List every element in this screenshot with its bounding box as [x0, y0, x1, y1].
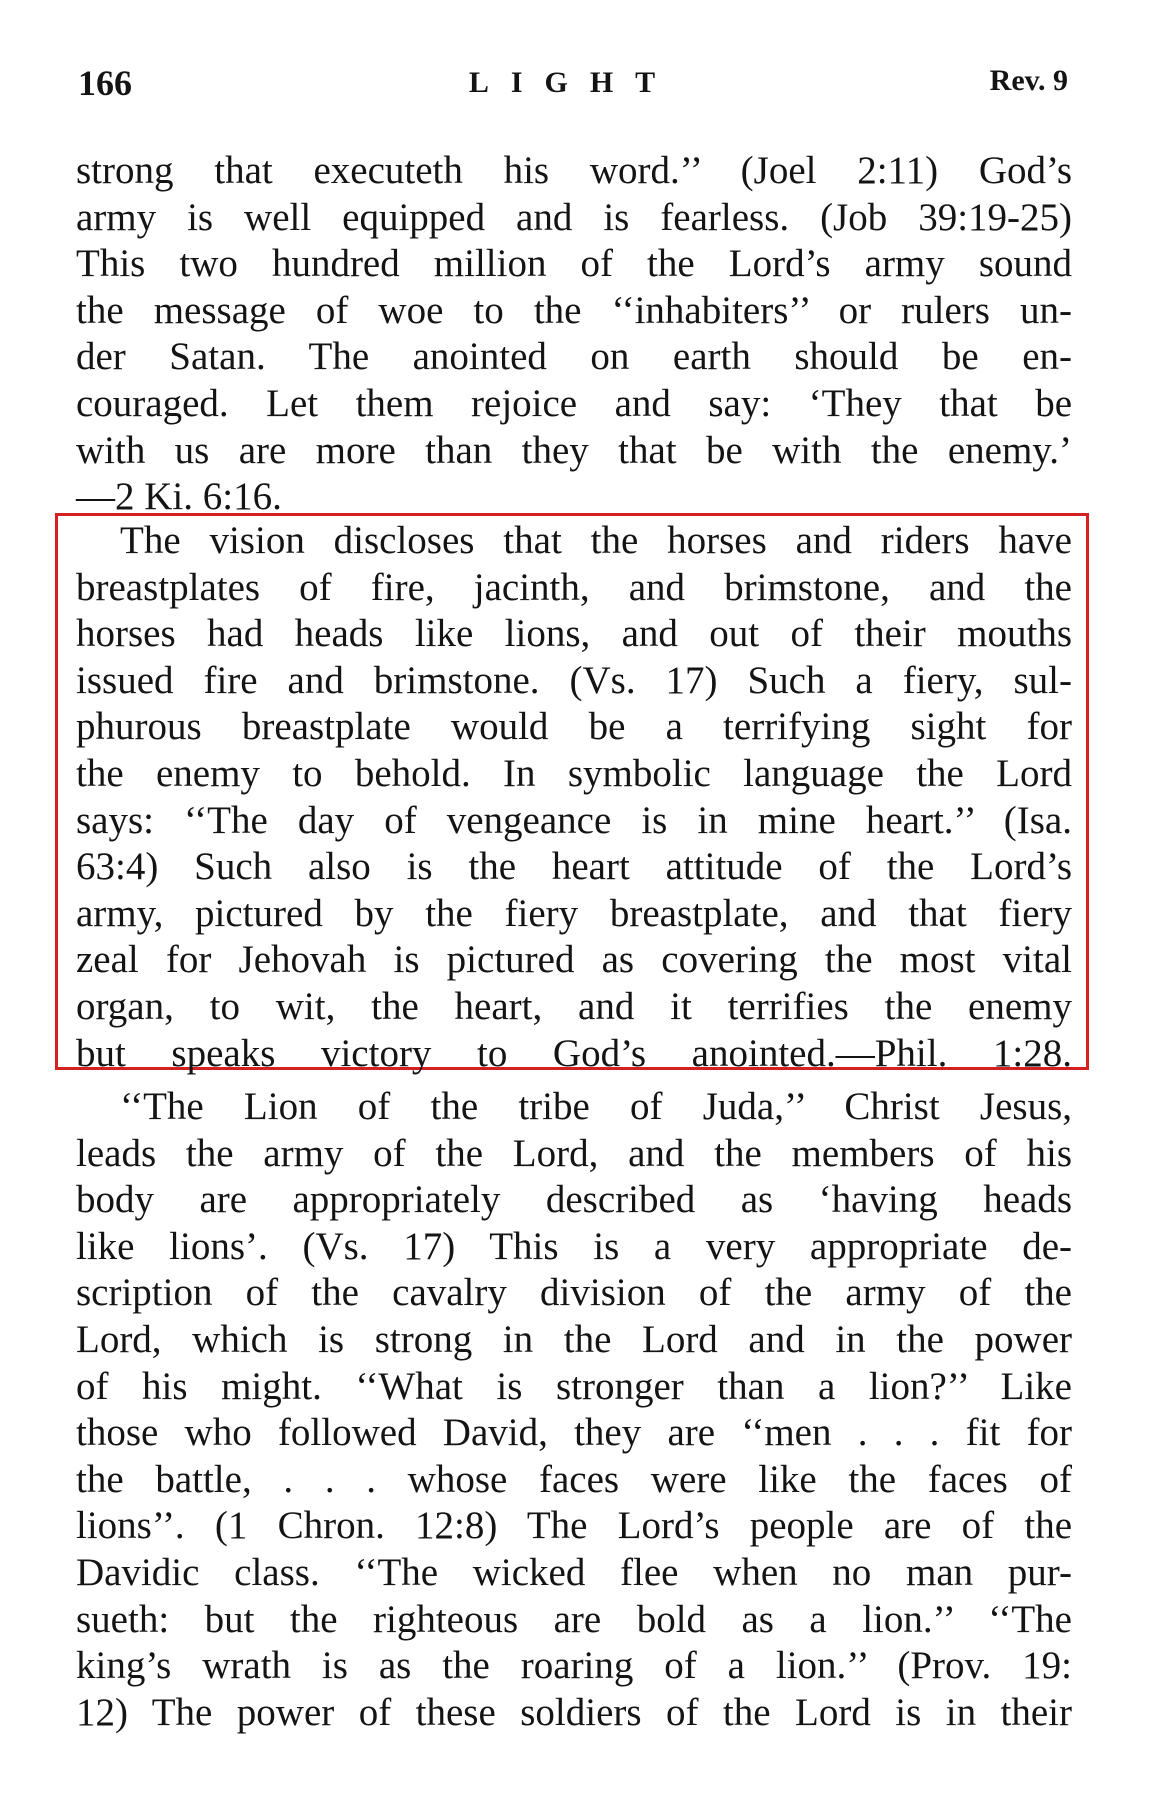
text-line: of his might. ‘‘What is stronger than a lion?’’ Like — [76, 1364, 1072, 1408]
text-line: organ, to wit, the heart, and it terrifies the enemy — [76, 984, 1072, 1028]
text-line: but speaks victory to God’s anointed.—Phil. 1:28. — [76, 1031, 1072, 1075]
text-line: couraged. Let them rejoice and say: ‘They that be — [76, 381, 1072, 425]
text-line: strong that executeth his word.’’ (Joel 2:11) God’s — [76, 149, 1072, 192]
text-line: 12) The power of these soldiers of the Lord is in their — [76, 1690, 1072, 1734]
paragraph-1 — [76, 148, 1072, 521]
text-line: sueth: but the righteous are bold as a lion.’’ ‘‘The — [76, 1597, 1072, 1641]
text-line: army, pictured by the fiery breastplate, and that fiery — [76, 891, 1072, 935]
text-line: king’s wrath is as the roaring of a lion.’’ (Prov. 19: — [76, 1644, 1072, 1688]
text-line: the message of woe to the ‘‘inhabiters’’ or rulers un- — [76, 288, 1072, 332]
text-line: 63:4) Such also is the heart attitude of the Lord’s — [76, 845, 1072, 889]
text-line: like lions’. (Vs. 17) This is a very appropriate de- — [76, 1224, 1072, 1268]
running-reference: Rev. 9 — [989, 64, 1068, 97]
running-title: LIGHT — [468, 66, 678, 99]
text-line: ‘‘The Lion of the tribe of Juda,’’ Christ Jesus, — [120, 1085, 1072, 1128]
text-line: the enemy to behold. In symbolic language the Lord — [76, 751, 1072, 795]
paragraph-3 — [76, 1084, 1072, 1736]
text-line: horses had heads like lions, and out of their mouths — [76, 612, 1072, 656]
page-number: 166 — [78, 63, 132, 103]
text-line: phurous breastplate would be a terrifying sight for — [76, 705, 1072, 749]
text-line: This two hundred million of the Lord’s army sound — [76, 242, 1072, 286]
text-line: Davidic class. ‘‘The wicked flee when no man pur- — [76, 1550, 1072, 1594]
text-line: zeal for Jehovah is pictured as covering the most vital — [76, 938, 1072, 982]
text-line: says: ‘‘The day of vengeance is in mine heart.’’ (Isa. — [76, 798, 1072, 842]
text-line: der Satan. The anointed on earth should be en- — [76, 335, 1072, 379]
text-line: leads the army of the Lord, and the members of his — [76, 1131, 1072, 1175]
page-header — [78, 62, 1068, 112]
text-line: with us are more than they that be with the enemy.’ — [76, 428, 1072, 472]
text-line: army is well equipped and is fearless. (Job 39:19-25) — [76, 195, 1072, 239]
text-line: body are appropriately described as ‘having heads — [76, 1178, 1072, 1222]
text-line: Lord, which is strong in the Lord and in the power — [76, 1317, 1072, 1361]
text-line: —2 Ki. 6:16. — [76, 475, 282, 519]
text-line: The vision discloses that the horses and riders have — [120, 519, 1072, 562]
text-line: breastplates of fire, jacinth, and brimstone, and the — [76, 565, 1072, 609]
text-line: the battle, . . . whose faces were like the faces of — [76, 1457, 1072, 1501]
text-line: those who followed David, they are ‘‘men . . . fit for — [76, 1411, 1072, 1455]
text-line: lions’’. (1 Chron. 12:8) The Lord’s people are of the — [76, 1504, 1072, 1548]
text-line: scription of the cavalry division of the army of the — [76, 1271, 1072, 1315]
paragraph-2-highlighted — [76, 518, 1072, 1077]
text-line: issued fire and brimstone. (Vs. 17) Such a fiery, sul- — [76, 658, 1072, 702]
